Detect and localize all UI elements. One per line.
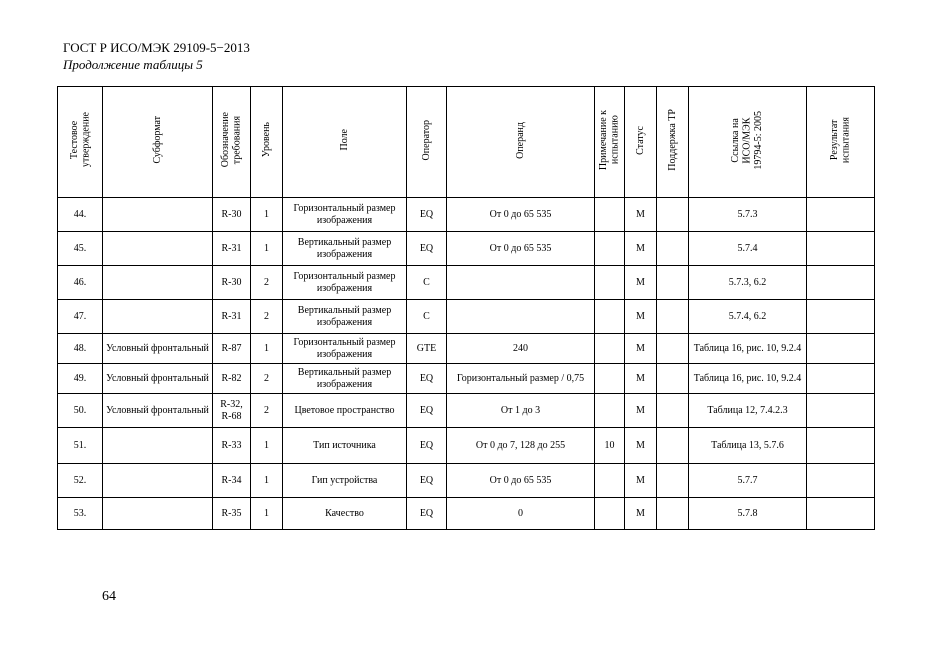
result-cell	[807, 364, 875, 394]
operator-cell: GTE	[407, 334, 447, 364]
field-cell: Горизонтальный размер изображения	[283, 334, 407, 364]
subformat-cell	[103, 498, 213, 530]
operand-cell: От 1 до 3	[447, 394, 595, 428]
subformat-cell	[103, 266, 213, 300]
operator-cell: EQ	[407, 394, 447, 428]
column-header: Результат испытания	[807, 87, 875, 198]
field-cell: Качество	[283, 498, 407, 530]
tp-support-cell	[657, 428, 689, 464]
result-cell	[807, 300, 875, 334]
test-note-cell	[595, 232, 625, 266]
reference-cell: 5.7.4, 6.2	[689, 300, 807, 334]
reference-cell: 5.7.8	[689, 498, 807, 530]
test-assertion-cell: 44.	[58, 198, 103, 232]
operand-cell: 240	[447, 334, 595, 364]
requirement-id-cell: R-82	[213, 364, 251, 394]
operator-cell: EQ	[407, 364, 447, 394]
subformat-cell	[103, 232, 213, 266]
status-cell: M	[625, 300, 657, 334]
test-assertion-cell: 47.	[58, 300, 103, 334]
result-cell	[807, 394, 875, 428]
tp-support-cell	[657, 198, 689, 232]
status-cell: M	[625, 334, 657, 364]
column-header: Поддержка ТР	[657, 87, 689, 198]
reference-cell: Таблица 12, 7.4.2.3	[689, 394, 807, 428]
result-cell	[807, 428, 875, 464]
status-cell: M	[625, 364, 657, 394]
result-cell	[807, 198, 875, 232]
reference-cell: 5.7.3, 6.2	[689, 266, 807, 300]
status-cell: M	[625, 266, 657, 300]
test-note-cell	[595, 198, 625, 232]
column-header: Оператор	[407, 87, 447, 198]
field-cell: Горизонтальный размер изображения	[283, 266, 407, 300]
reference-cell: 5.7.4	[689, 232, 807, 266]
level-cell: 1	[251, 428, 283, 464]
result-cell	[807, 266, 875, 300]
column-header: Обозначение требования	[213, 87, 251, 198]
subformat-cell	[103, 198, 213, 232]
table-row	[58, 266, 875, 300]
operand-cell: От 0 до 65 535	[447, 232, 595, 266]
tp-support-cell	[657, 364, 689, 394]
test-assertion-cell: 49.	[58, 364, 103, 394]
subformat-cell	[103, 300, 213, 334]
table-row	[58, 428, 875, 464]
level-cell: 1	[251, 498, 283, 530]
test-note-cell	[595, 364, 625, 394]
result-cell	[807, 232, 875, 266]
status-cell: M	[625, 464, 657, 498]
level-cell: 2	[251, 394, 283, 428]
requirement-id-cell: R-30	[213, 266, 251, 300]
operand-cell: Горизонтальный размер / 0,75	[447, 364, 595, 394]
level-cell: 1	[251, 232, 283, 266]
operand-cell: От 0 до 65 535	[447, 464, 595, 498]
requirement-id-cell: R-32, R-68	[213, 394, 251, 428]
subformat-cell: Условный фронтальный	[103, 394, 213, 428]
subformat-cell: Условный фронтальный	[103, 334, 213, 364]
test-note-cell	[595, 394, 625, 428]
result-cell	[807, 334, 875, 364]
test-assertion-cell: 52.	[58, 464, 103, 498]
tp-support-cell	[657, 334, 689, 364]
subformat-cell	[103, 428, 213, 464]
field-cell: Вертикальный размер изображения	[283, 232, 407, 266]
level-cell: 2	[251, 300, 283, 334]
table-row	[58, 300, 875, 334]
level-cell: 2	[251, 266, 283, 300]
header-row	[58, 87, 875, 198]
subformat-cell: Условный фронтальный	[103, 364, 213, 394]
operator-cell: EQ	[407, 232, 447, 266]
column-header: Примечание к испытанию	[595, 87, 625, 198]
operator-cell: EQ	[407, 464, 447, 498]
requirement-id-cell: R-30	[213, 198, 251, 232]
test-assertion-cell: 53.	[58, 498, 103, 530]
tp-support-cell	[657, 498, 689, 530]
table-row	[58, 334, 875, 364]
column-header: Уровень	[251, 87, 283, 198]
tp-support-cell	[657, 394, 689, 428]
reference-cell: Таблица 13, 5.7.6	[689, 428, 807, 464]
operator-cell: EQ	[407, 428, 447, 464]
test-note-cell	[595, 334, 625, 364]
table-row	[58, 364, 875, 394]
column-header: Поле	[283, 87, 407, 198]
test-assertion-cell: 45.	[58, 232, 103, 266]
table-row	[58, 394, 875, 428]
page-number: 64	[102, 589, 116, 604]
table-body	[58, 198, 875, 530]
table-row	[58, 198, 875, 232]
field-cell: Тип источника	[283, 428, 407, 464]
document-code: ГОСТ Р ИСО/МЭК 29109-5−2013	[63, 40, 250, 55]
reference-cell: Таблица 16, рис. 10, 9.2.4	[689, 364, 807, 394]
requirement-id-cell: R-87	[213, 334, 251, 364]
test-note-cell: 10	[595, 428, 625, 464]
test-assertion-cell: 48.	[58, 334, 103, 364]
level-cell: 1	[251, 334, 283, 364]
reference-cell: Таблица 16, рис. 10, 9.2.4	[689, 334, 807, 364]
level-cell: 1	[251, 464, 283, 498]
operator-cell: EQ	[407, 198, 447, 232]
column-header: Тестовое утверждение	[58, 87, 103, 198]
tp-support-cell	[657, 300, 689, 334]
test-note-cell	[595, 266, 625, 300]
reference-cell: 5.7.7	[689, 464, 807, 498]
subformat-cell	[103, 464, 213, 498]
requirement-id-cell: R-34	[213, 464, 251, 498]
field-cell: Вертикальный размер изображения	[283, 364, 407, 394]
column-header: Статус	[625, 87, 657, 198]
field-cell: Вертикальный размер изображения	[283, 300, 407, 334]
table-row	[58, 232, 875, 266]
table-continuation-caption: Продолжение таблицы 5	[63, 57, 203, 72]
table-row	[58, 498, 875, 530]
requirement-id-cell: R-33	[213, 428, 251, 464]
operator-cell: C	[407, 300, 447, 334]
result-cell	[807, 464, 875, 498]
level-cell: 2	[251, 364, 283, 394]
tp-support-cell	[657, 464, 689, 498]
column-header: Субформат	[103, 87, 213, 198]
tp-support-cell	[657, 266, 689, 300]
table-row	[58, 464, 875, 498]
tp-support-cell	[657, 232, 689, 266]
test-assertion-cell: 46.	[58, 266, 103, 300]
requirement-id-cell: R-31	[213, 232, 251, 266]
operator-cell: C	[407, 266, 447, 300]
field-cell: Гип устройства	[283, 464, 407, 498]
reference-cell: 5.7.3	[689, 198, 807, 232]
field-cell: Горизонтальный размер изображения	[283, 198, 407, 232]
column-header: Ссылка на ИСО/МЭК 19794-5: 2005	[689, 87, 807, 198]
requirement-id-cell: R-31	[213, 300, 251, 334]
test-note-cell	[595, 464, 625, 498]
status-cell: M	[625, 428, 657, 464]
status-cell: M	[625, 198, 657, 232]
result-cell	[807, 498, 875, 530]
level-cell: 1	[251, 198, 283, 232]
operand-cell	[447, 266, 595, 300]
status-cell: M	[625, 498, 657, 530]
field-cell: Цветовое пространство	[283, 394, 407, 428]
test-note-cell	[595, 498, 625, 530]
test-assertion-cell: 50.	[58, 394, 103, 428]
operand-cell: От 0 до 65 535	[447, 198, 595, 232]
operand-cell: От 0 до 7, 128 до 255	[447, 428, 595, 464]
operand-cell: 0	[447, 498, 595, 530]
requirements-table	[57, 86, 875, 530]
test-note-cell	[595, 300, 625, 334]
column-header: Операнд	[447, 87, 595, 198]
operand-cell	[447, 300, 595, 334]
requirement-id-cell: R-35	[213, 498, 251, 530]
status-cell: M	[625, 394, 657, 428]
status-cell: M	[625, 232, 657, 266]
operator-cell: EQ	[407, 498, 447, 530]
test-assertion-cell: 51.	[58, 428, 103, 464]
